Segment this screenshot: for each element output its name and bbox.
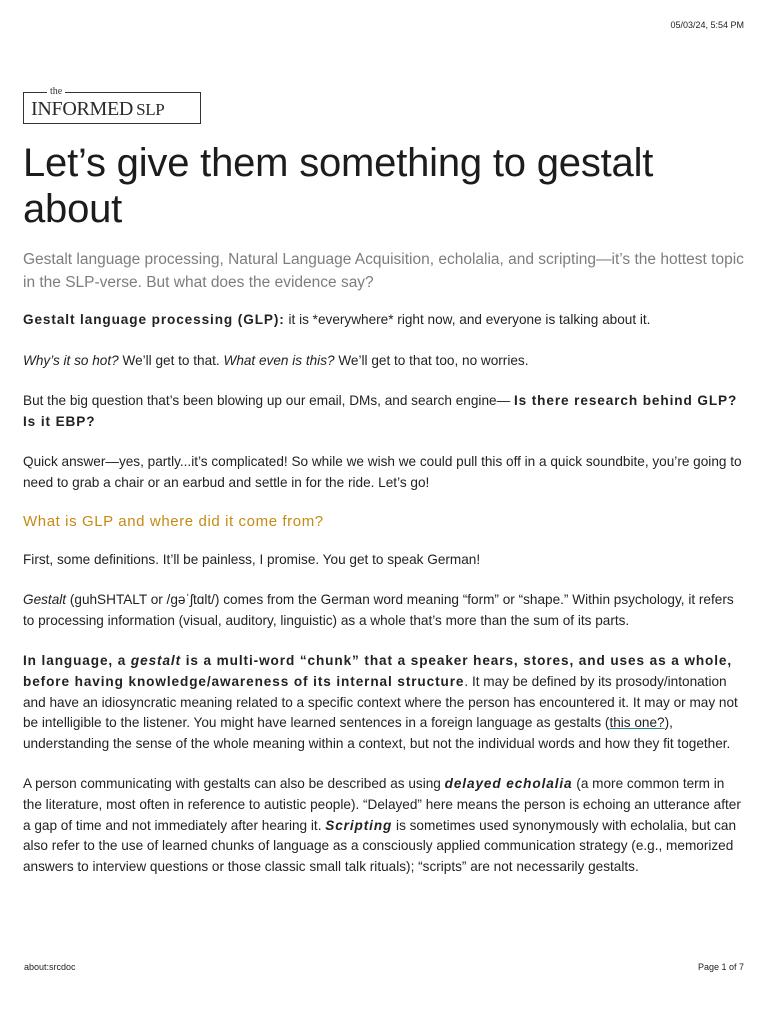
- glp-term: Gestalt language processing (GLP):: [23, 312, 285, 327]
- questions-text-1: We’ll get to that.: [118, 352, 224, 368]
- logo-wordmark: [31, 98, 164, 121]
- print-page-number: Page 1 of 7: [697, 962, 744, 972]
- paragraph-gestalt-definition: [23, 590, 745, 631]
- question-what: What even is this?: [223, 352, 335, 368]
- paragraph-questions: [23, 351, 745, 372]
- echolalia-text-1: A person communicating with gestalts can also be described as using: [23, 776, 445, 792]
- article: [23, 140, 745, 877]
- big-question-bold: Is there research behind GLP? Is it EBP?: [23, 393, 738, 429]
- language-text-1: . It may be defined by its prosody/intonation and have an idiosyncratic meaning related to a specific context where the person has encountered it. It may or may not be intelligible to the listener. You might have learned sentences in a foreign language as gestalts (: [23, 673, 738, 731]
- article-subtitle: Gestalt language processing, Natural Language Acquisition, echolalia, and scripting—it’s the hottest topic in the SLP-verse. But what does the evidence say?: [23, 251, 744, 291]
- paragraph-glp-intro: [23, 310, 745, 331]
- logo-the: the: [47, 86, 65, 98]
- question-hot: Why’s it so hot?: [23, 352, 119, 368]
- gestalt-term: Gestalt: [23, 592, 67, 608]
- logo-slp: SLP: [136, 100, 165, 119]
- paragraph-echolalia: [23, 774, 745, 877]
- language-bold-em: gestalt: [130, 653, 182, 669]
- gestalt-definition-text: (guhSHTALT or /gəˈʃtɑlt/) comes from the German word meaning “form” or “shape.” Within psychology, it refers to processing information (visual, auditory, linguistic) as a whole that’s more than the sum of its parts.: [23, 592, 734, 628]
- print-datetime: 05/03/24, 5:54 PM: [670, 20, 744, 30]
- article-title: Let’s give them something to gestalt about: [23, 141, 654, 231]
- this-one-link[interactable]: this one?: [609, 715, 665, 731]
- language-bold-2: is a multi-word “chunk” that a speaker hears, stores, and uses as a whole, before having knowledge/awareness of its internal structure: [23, 653, 733, 689]
- echolalia-text-3: is sometimes used synonymously with echolalia, but can also refer to the use of learned chunks of language as a consciously applied communication strategy (e.g., memorized answers to interview questions or those classic small talk rituals); “scripts” are not necessarily gestalts.: [23, 817, 737, 874]
- glp-intro-text: it is *everywhere* right now, and everyone is talking about it.: [284, 312, 651, 327]
- scripting-term: Scripting: [325, 817, 393, 833]
- logo-informed: INFORMED: [31, 98, 134, 120]
- print-source: about:srcdoc: [24, 962, 76, 972]
- paragraph-definitions: First, some definitions. It’ll be painless, I promise. You get to speak German!: [23, 551, 481, 567]
- echolalia-text-2: (a more common term in the literature, most often in reference to autistic people). “Delayed” here means the person is echoing an utterance after a gap of time and not immediately after hearing it.: [23, 776, 741, 833]
- big-question-text: But the big question that’s been blowing up our email, DMs, and search engine—: [23, 393, 514, 409]
- paragraph-quick-answer: Quick answer—yes, partly...it’s complicated! So while we wish we could pull this off in a quick soundbite, you’re going to need to grab a chair or an earbud and settle in for the ride. Let’s go!: [23, 454, 742, 490]
- language-bold-1: In language, a: [23, 653, 131, 669]
- questions-text-2: We’ll get to that too, no worries.: [334, 352, 529, 368]
- language-text-2: ), understanding the sense of the whole meaning within a context, but not the individual words and how they fit together.: [23, 715, 731, 751]
- site-logo[interactable]: [23, 86, 201, 124]
- delayed-echolalia-term: delayed echolalia: [444, 776, 573, 792]
- section-heading: What is GLP and where did it come from?: [23, 512, 324, 530]
- paragraph-big-question: [23, 391, 745, 432]
- paragraph-language-gestalt: [23, 651, 745, 754]
